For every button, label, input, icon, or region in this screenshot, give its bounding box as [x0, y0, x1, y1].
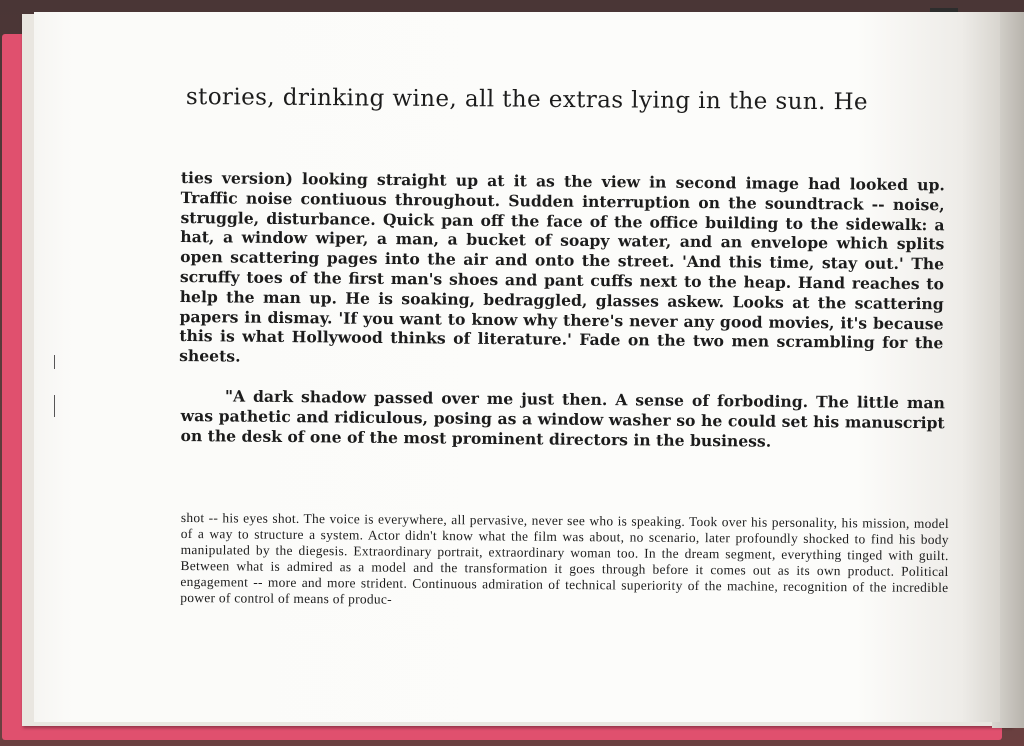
- margin-mark: [54, 355, 55, 369]
- small-print-paragraph: shot -- his eyes shot. The voice is everywhere, all pervasive, never see who is speaking. Took over his personality, his mission, model of a way to structure a system. Actor didn't know what the film was about, no scenario, later profoundly shocked to find his body manipulated by the diegesis. Extraordinary portrait, extraordinary woman too. In the dream segment, everything tinged with guilt. Between what is admired as a model and the transformation it goes through before it comes out as its own product. Political engagement -- more and more strident. Continuous admiration of technical superiority of the machine, recognition of the incredible power of control of means of produc-: [180, 510, 949, 607]
- second-paragraph: "A dark shadow passed over me just then. A sense of forboding. The little man was pathetic and ridiculous, posing as a window washer so he could set his manuscript on the desk of one of the most prominent directors in the business.: [180, 386, 945, 451]
- margin-mark: [54, 395, 55, 417]
- heading-text-line: stories, drinking wine, all the extras lying in the sun. He: [185, 84, 869, 116]
- main-paragraph: ties version) looking straight up at it as the view in second image had looked up. Traffic noise contiuous throughout. Sudden interruption on the soundtrack -- noise, struggle, disturbance. Quick pan off the face of the office building to the sidewalk: a hat, a window wiper, a man, a bucket of soapy water, and an envelope which splits open scattering pages into the air and onto the street. 'And this time, stay out.' The scruffy toes of the first man's shoes and pant cuffs next to the heap. Hand reaches to help the man up. He is soaking, bedraggled, glasses askew. Looks at the scattering papers in dismay. 'If you want to know why there's never any good movies, it's because this is what Hollywood thinks of literature.' Fade on the two men scrambling for the sheets.: [179, 168, 945, 366]
